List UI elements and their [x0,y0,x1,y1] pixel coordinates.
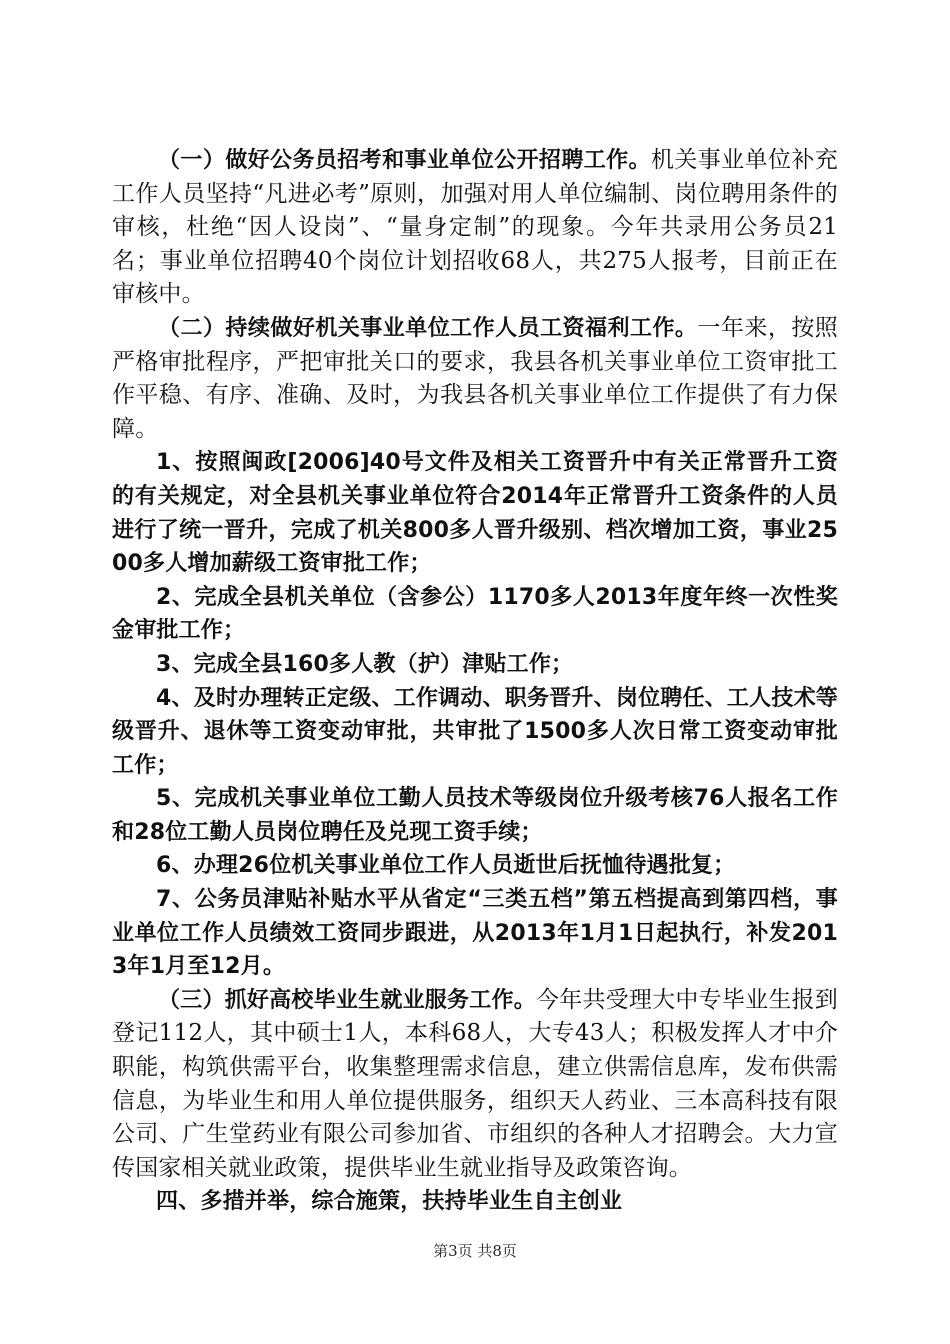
list-item-text: 6、办理26位机关事业单位工作人员逝世后抚恤待遇批复； [156,853,736,879]
section-heading: （一）做好公务员招考和事业单位公开招聘工作。 [158,148,651,173]
list-item-5 [112,782,838,849]
section-heading: （二）持续做好机关事业单位工作人员工资福利工作。 [158,315,698,341]
list-item-text: 3、完成全县160多人教（护）津贴工作； [156,651,574,677]
list-item-6 [112,849,838,883]
list-item-text: 4、及时办理转正定级、工作调动、职务晋升、岗位聘任、工人技术等级晋升、退休等工资变动审批，共审批了1500多人次日常工资变动审批工作； [112,685,838,778]
list-item-1 [112,446,838,580]
list-item-7 [112,883,838,984]
document-body [112,144,838,1219]
paragraph-graduate-employment [112,984,838,1186]
list-item-2 [112,581,838,648]
paragraph-text: 机关事业单位补充工作人员坚持“凡进必考”原则，加强对用人单位编制、岗位聘用条件的审核，杜绝“因人设岗”、“量身定制”的现象。今年共录用公务员21名；事业单位招聘40个岗位计划招收68人，共275人报考，目前正在审核中。 [112,147,838,308]
list-item-3 [112,648,838,682]
list-item-text: 1、按照闽政[2006]40号文件及相关工资晋升中有关正常晋升工资的有关规定，对全县机关事业单位符合2014年正常晋升工资条件的人员进行了统一晋升，完成了机关800多人晋升级别、档次增加工资，事业2500多人增加薪级工资审批工作； [112,450,838,577]
paragraph-wage-welfare [112,312,838,446]
list-item-text: 7、公务员津贴补贴水平从省定“三类五档”第五档提高到第四档，事业单位工作人员绩效工资同步跟进，从2013年1月1日起执行，补发2013年1月至12月。 [112,887,838,980]
paragraph-text: 今年共受理大中专毕业生报到登记112人，其中硕士1人，本科68人，大专43人；积极发挥人才中介职能，构筑供需平台，收集整理需求信息，建立供需信息库，发布供需信息，为毕业生和用人单位提供服务，组织天人药业、三本高科技有限公司、广生堂药业有限公司参加省、市组织的各种人才招聘会。大力宣传国家相关就业政策，提供毕业生就业指导及政策咨询。 [112,986,838,1181]
section-heading: （三）抓好高校毕业生就业服务工作。 [158,987,536,1013]
paragraph-civil-servant-recruitment [112,144,838,312]
paragraph-text: 一年来，按照严格审批程序，严把审批关口的要求，我县各机关事业单位工资审批工作平稳、有序、准确、及时，为我县各机关事业单位工作提供了有力保障。 [112,314,838,442]
section-heading-four [112,1185,838,1219]
section-heading-text: 四、多措并举，综合施策，扶持毕业生自主创业 [156,1189,623,1215]
list-item-text: 2、完成全县机关单位（含参公）1170多人2013年度年终一次性奖金审批工作； [112,584,838,644]
list-item-4 [112,682,838,783]
page-footer: 第3页 共8页 [433,1242,517,1260]
list-item-text: 5、完成机关事业单位工勤人员技术等级岗位升级考核76人报名工作和28位工勤人员岗位聘任及兑现工资手续； [112,786,838,845]
